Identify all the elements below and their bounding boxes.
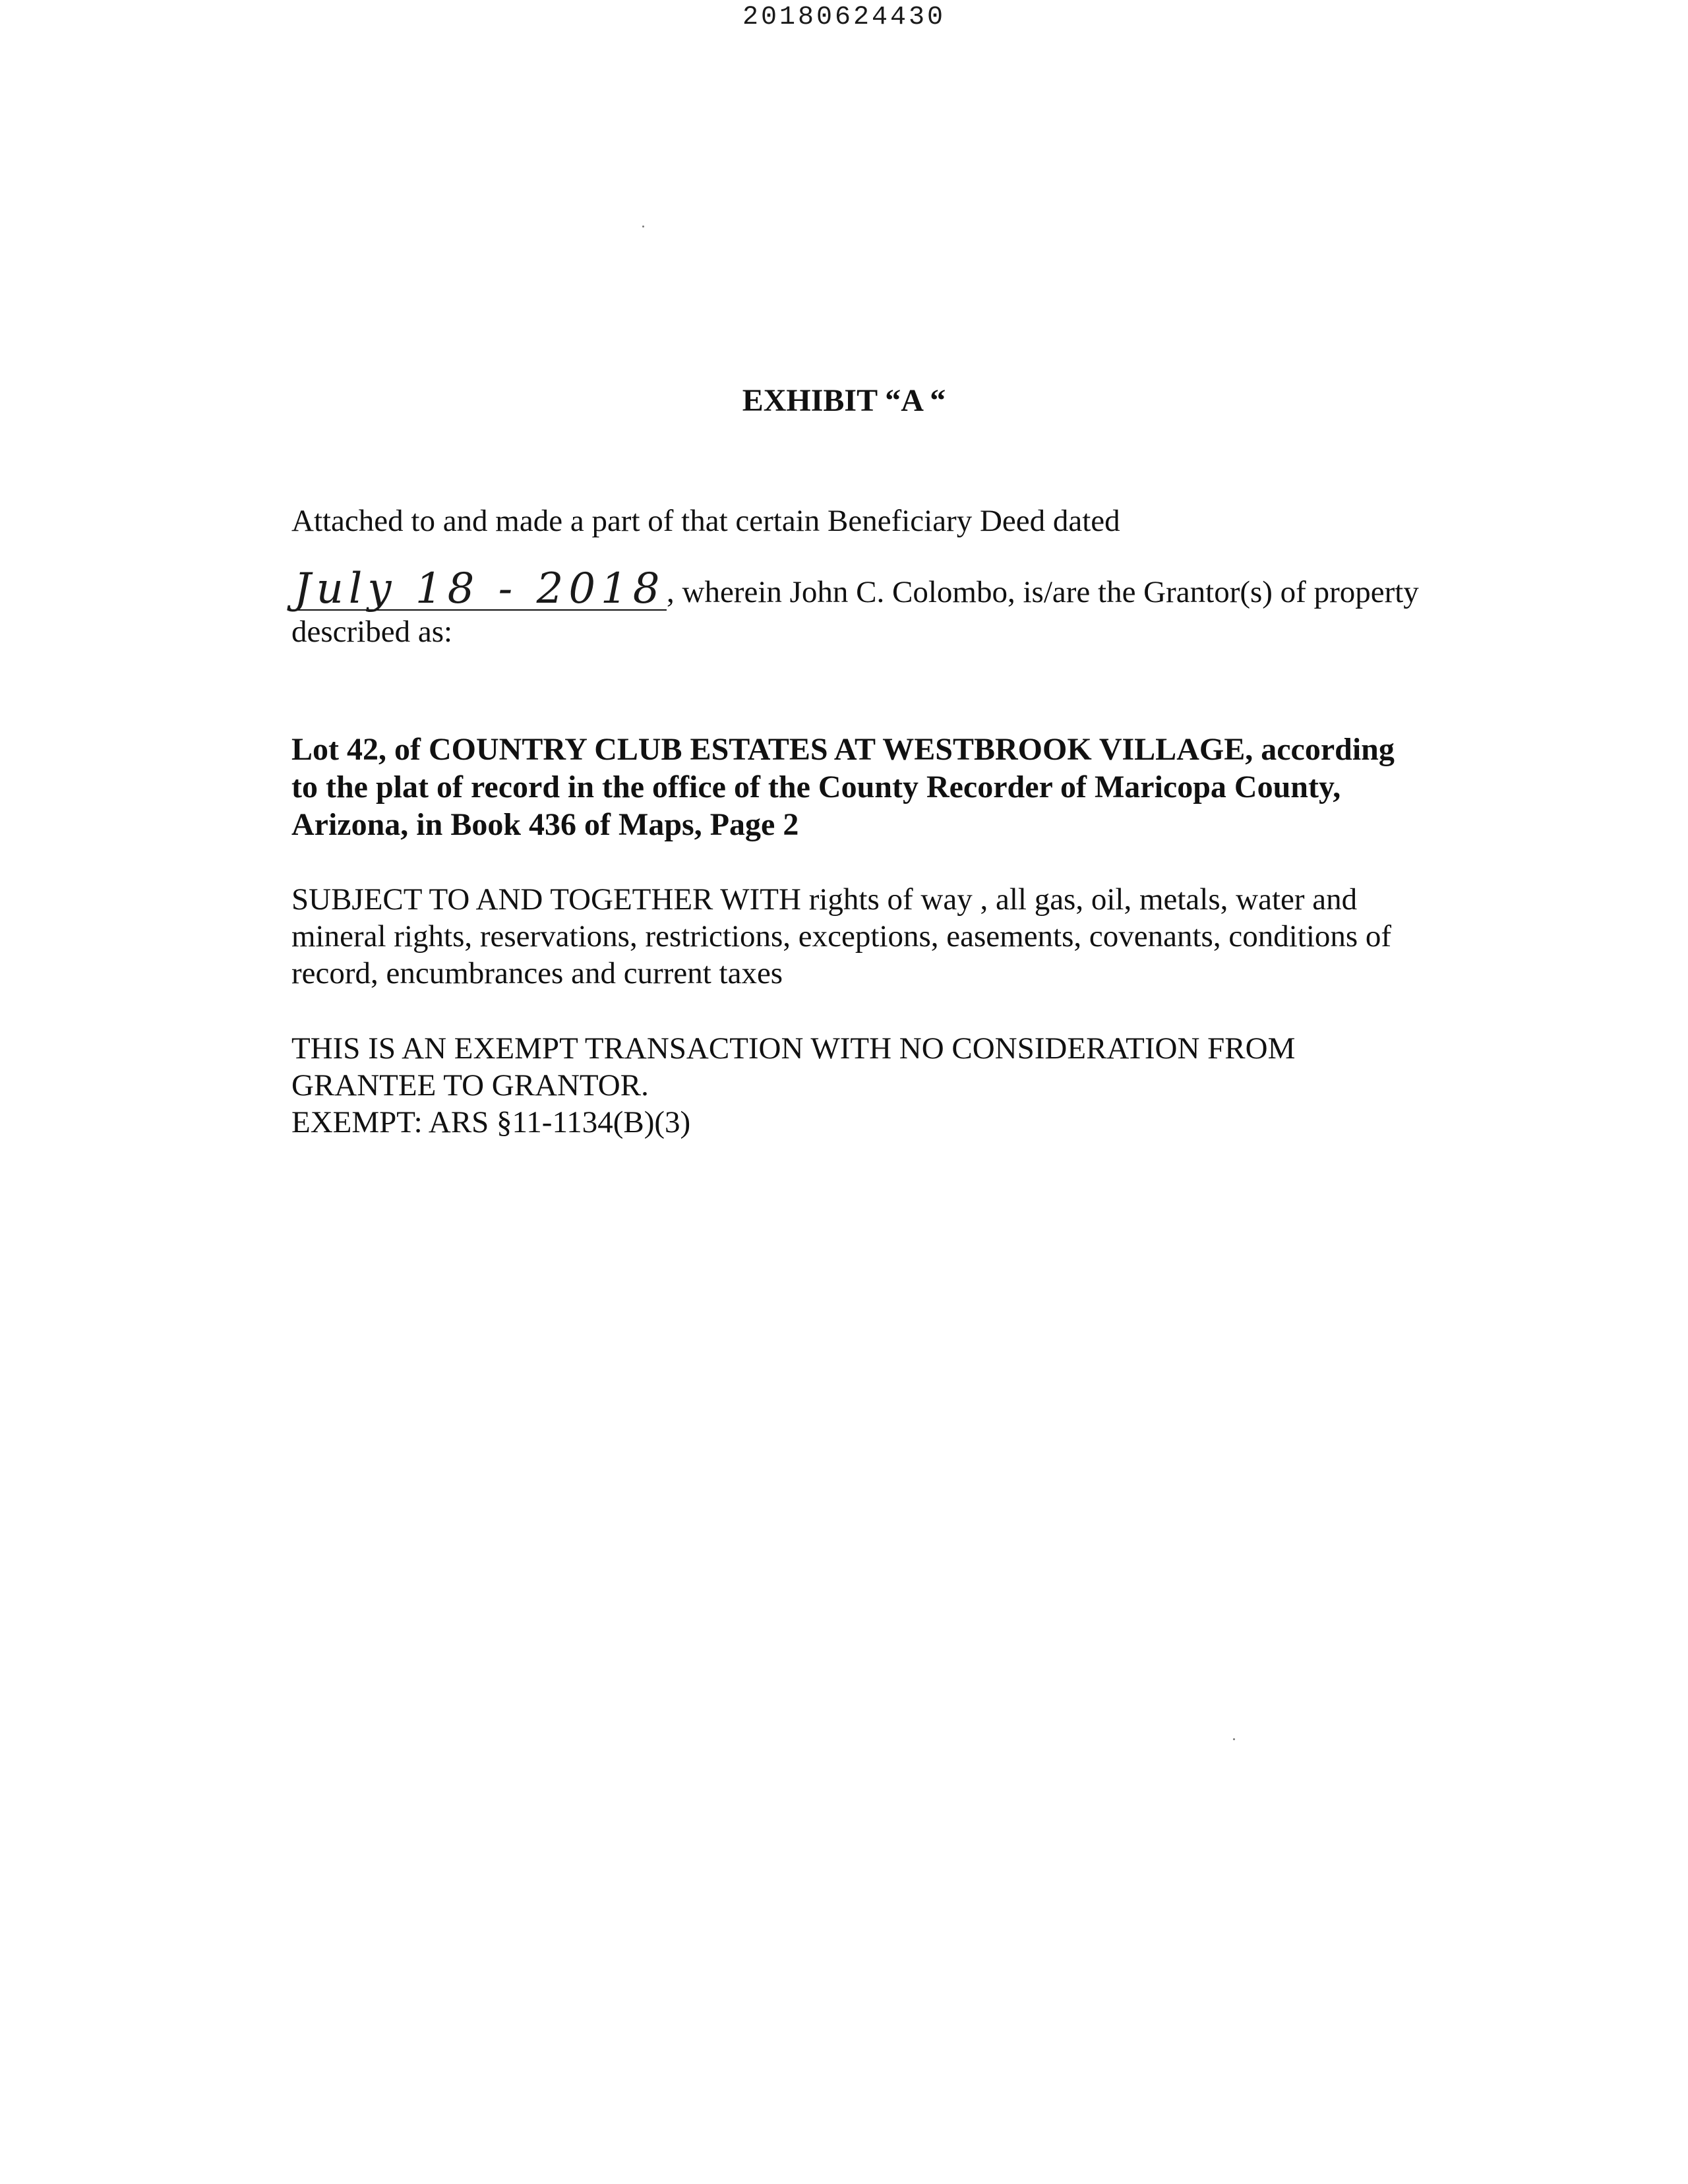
subject-to-clause [291, 881, 1478, 992]
exempt-notice [291, 1030, 1478, 1141]
described-as-label: described as: [291, 615, 453, 649]
scan-speck [1233, 1738, 1235, 1740]
subject-to-line: record, encumbrances and current taxes [291, 956, 783, 990]
subject-to-line: mineral rights, reservations, restrictions, exceptions, easements, covenants, conditions of [291, 919, 1392, 954]
exempt-notice-line: EXEMPT: ARS §11-1134(B)(3) [291, 1105, 691, 1139]
exhibit-title: EXHIBIT “A “ [742, 383, 946, 418]
subject-to-line: SUBJECT TO AND TOGETHER WITH rights of way , all gas, oil, metals, water and [291, 882, 1358, 917]
handwritten-date: July 18 - 2018 [291, 568, 667, 611]
attached-statement: Attached to and made a part of that certain Beneficiary Deed dated [291, 504, 1120, 538]
legal-description-line: Arizona, in Book 436 of Maps, Page 2 [291, 807, 799, 842]
grantor-statement: , wherein John C. Colombo, is/are the Grantor(s) of property [667, 575, 1419, 609]
scan-speck [642, 226, 644, 228]
legal-description-line: to the plat of record in the office of the County Recorder of Maricopa County, [291, 770, 1341, 804]
recording-number: 20180624430 [742, 3, 946, 32]
deed-date-line [291, 564, 1478, 613]
legal-description-line: Lot 42, of COUNTRY CLUB ESTATES AT WESTBROOK VILLAGE, according [291, 732, 1395, 767]
legal-description [291, 731, 1478, 843]
exempt-notice-line: THIS IS AN EXEMPT TRANSACTION WITH NO CONSIDERATION FROM [291, 1031, 1296, 1066]
exempt-notice-line: GRANTEE TO GRANTOR. [291, 1068, 649, 1103]
